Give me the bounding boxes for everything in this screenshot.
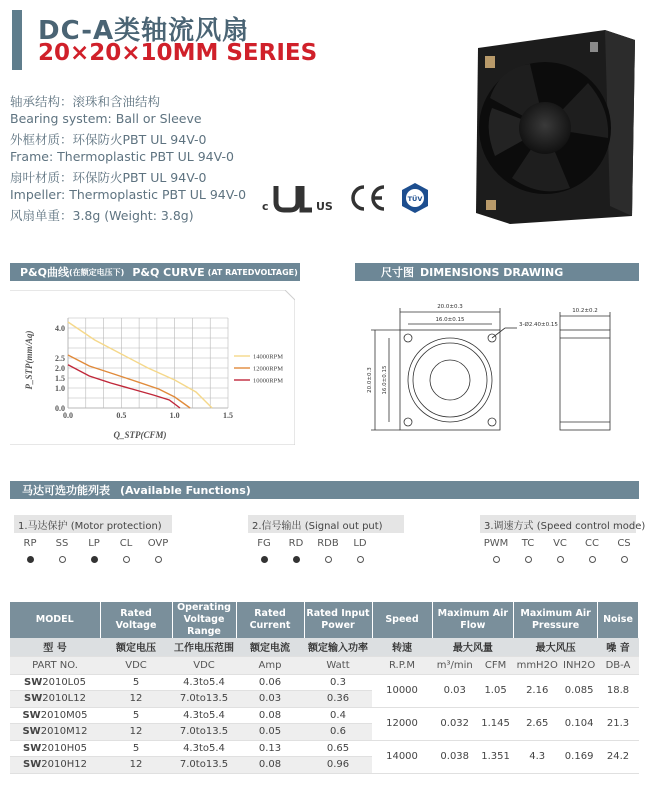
th-model: MODEL — [10, 602, 100, 638]
pq-en-label: P&Q CURVE — [132, 265, 205, 279]
table-row — [10, 707, 639, 724]
m3-cell: 0.032 — [432, 707, 477, 740]
ul-us-text: US — [316, 200, 333, 213]
func-en-label: (Available Functions) — [120, 483, 251, 497]
legend-label: 10000RPM — [253, 377, 283, 385]
model-number: 2010M12 — [40, 726, 88, 738]
fan-product-image — [470, 28, 640, 226]
unit-watt: Watt — [304, 656, 372, 674]
th-rated-power: Rated Input Power — [304, 602, 372, 638]
amp-cell: 0.06 — [236, 674, 304, 691]
tuv-certification-logo — [400, 182, 430, 214]
amp-cell: 0.03 — [236, 691, 304, 708]
dim-holes: 3-Ø2.40±0.15 — [519, 322, 558, 328]
func-cn-label: 马达可选功能列表 — [22, 484, 110, 497]
y-tick-label: 0.0 — [55, 404, 65, 413]
unit-cfm: CFM — [477, 656, 513, 674]
function-availability-cell — [312, 555, 344, 566]
th-speed: Speed — [372, 602, 432, 638]
range-cell: 4.3to5.4 — [172, 674, 236, 691]
function-group-signal-output — [248, 515, 404, 533]
db-cell: 24.2 — [598, 740, 639, 773]
dimensions-drawing — [345, 290, 645, 450]
x-tick-label: 0.0 — [63, 411, 73, 420]
v-cell: 5 — [100, 707, 172, 724]
unit-partno: PART NO. — [10, 656, 100, 674]
range-cell: 7.0to13.5 — [172, 724, 236, 741]
tuv-text: TÜV — [407, 195, 423, 203]
unit-inh2o: INH2O — [561, 656, 598, 674]
th-rated-current: Rated Current — [236, 602, 304, 638]
rpm-cell: 10000 — [372, 674, 432, 707]
function-label: RDB — [317, 538, 339, 549]
dim-hole-pitch-width: 16.0±0.15 — [435, 317, 465, 323]
empty-dot-icon — [589, 556, 596, 563]
function-label: SS — [55, 538, 69, 549]
v-cell: 5 — [100, 674, 172, 691]
model-cell — [10, 740, 100, 757]
legend-label: 12000RPM — [253, 365, 283, 373]
ul-certification-logo — [262, 182, 338, 214]
function-label: LP — [88, 538, 100, 549]
function-availability-cell — [46, 555, 78, 566]
mmh2o-cell: 4.3 — [514, 740, 561, 773]
cn-rated-power: 额定输入功率 — [304, 638, 372, 656]
pq-cn-small-label: (在额定电压下) — [69, 267, 125, 277]
watt-cell: 0.65 — [304, 740, 372, 757]
range-cell: 4.3to5.4 — [172, 740, 236, 757]
function-label: CC — [585, 538, 599, 549]
th-max-pressure: Maximum Air Pressure — [514, 602, 598, 638]
th-max-airflow: Maximum Air Flow — [432, 602, 514, 638]
unit-mmh2o: mmH2O — [514, 656, 561, 674]
function-label: OVP — [147, 538, 169, 549]
table-cn-header-row — [10, 638, 639, 656]
amp-cell: 0.05 — [236, 724, 304, 741]
function-label: VC — [553, 538, 567, 549]
db-cell: 18.8 — [598, 674, 639, 707]
model-number: 2010M05 — [40, 709, 88, 721]
empty-dot-icon — [357, 556, 364, 563]
spec-weight: 风扇单重：3.8g (Weight: 3.8g) — [10, 208, 194, 223]
ce-text: CE — [346, 184, 348, 185]
filled-dot-icon — [91, 556, 98, 563]
y-tick-label: 1.5 — [55, 374, 65, 383]
table-unit-row — [10, 656, 639, 674]
cn-airflow: 最大风量 — [432, 638, 514, 656]
function-label: RP — [23, 538, 37, 549]
watt-cell: 0.3 — [304, 674, 372, 691]
dim-thickness: 10.2±0.2 — [572, 308, 598, 314]
function-label: CS — [617, 538, 631, 549]
inh2o-cell: 0.104 — [561, 707, 598, 740]
table-header-row — [10, 602, 639, 638]
pq-cn-label: P&Q曲线 — [20, 266, 70, 279]
x-tick-label: 1.5 — [223, 411, 233, 420]
series-title: 20×20×10MM SERIES — [38, 40, 318, 66]
specification-table — [10, 602, 639, 774]
series-line-14000RPM — [68, 322, 212, 408]
amp-cell: 0.08 — [236, 757, 304, 774]
function-label: FG — [257, 538, 271, 549]
table-row — [10, 674, 639, 691]
empty-dot-icon — [155, 556, 162, 563]
pq-curve-chart — [10, 290, 295, 445]
empty-dot-icon — [123, 556, 130, 563]
function-label: CL — [119, 538, 133, 549]
spec-frame-cn: 外框材质：环保防火PBT UL 94V-0 — [10, 132, 207, 147]
function-availability-cell — [78, 555, 110, 566]
watt-cell: 0.6 — [304, 724, 372, 741]
model-cell — [10, 691, 100, 708]
header-accent-bar — [12, 10, 22, 70]
watt-cell: 0.36 — [304, 691, 372, 708]
unit-m3: m³/min — [432, 656, 477, 674]
unit-vdc: VDC — [100, 656, 172, 674]
x-tick-label: 1.0 — [169, 411, 180, 420]
x-tick-label: 0.5 — [116, 411, 127, 420]
model-number: 2010L12 — [42, 693, 86, 705]
model-number: 2010H05 — [41, 742, 87, 754]
rpm-cell: 14000 — [372, 740, 432, 773]
cn-rated-current: 额定电流 — [236, 638, 304, 656]
y-tick-label: 1.0 — [55, 384, 65, 393]
inh2o-cell: 0.169 — [561, 740, 598, 773]
v-cell: 5 — [100, 740, 172, 757]
spec-impeller-cn: 扇叶材质：环保防火PBT UL 94V-0 — [10, 170, 207, 185]
function-availability-cell — [608, 555, 640, 566]
empty-dot-icon — [59, 556, 66, 563]
db-cell: 21.3 — [598, 707, 639, 740]
unit-dba: DB-A — [598, 656, 639, 674]
model-prefix: SW — [23, 759, 42, 771]
m3-cell: 0.03 — [432, 674, 477, 707]
cn-rated-voltage: 额定电压 — [100, 638, 172, 656]
empty-dot-icon — [525, 556, 532, 563]
table-row — [10, 740, 639, 757]
dim-cn-label: 尺寸图 — [381, 266, 414, 279]
model-cell — [10, 707, 100, 724]
y-tick-label: 4.0 — [55, 324, 65, 333]
function-availability-cell — [576, 555, 608, 566]
spec-bearing-cn: 轴承结构：滚珠和含油结构 — [10, 94, 161, 109]
function-availability-cell — [544, 555, 576, 566]
series-line-10000RPM — [68, 365, 180, 408]
model-prefix: SW — [22, 709, 41, 721]
function-group-motor-protection — [14, 515, 172, 533]
v-cell: 12 — [100, 724, 172, 741]
range-cell: 7.0to13.5 — [172, 757, 236, 774]
v-cell: 12 — [100, 757, 172, 774]
dim-outer-height: 20.0±0.3 — [367, 367, 373, 393]
y-tick-label: 2.0 — [55, 364, 65, 373]
th-rated-voltage: Rated Voltage — [100, 602, 172, 638]
cn-operating-range: 工作电压范围 — [172, 638, 236, 656]
m3-cell: 0.038 — [432, 740, 477, 773]
unit-amp: Amp — [236, 656, 304, 674]
ul-c-text: c — [262, 200, 269, 213]
unit-vdc-range: VDC — [172, 656, 236, 674]
function-group-title: 2.信号输出 (Signal out put) — [252, 520, 383, 532]
spec-bearing-en: Bearing system: Ball or Sleeve — [10, 111, 202, 126]
amp-cell: 0.08 — [236, 707, 304, 724]
range-cell: 4.3to5.4 — [172, 707, 236, 724]
pq-en-small-label: (AT RATEDVOLTAGE) — [207, 267, 298, 277]
cn-noise: 噪 音 — [598, 638, 639, 656]
cfm-cell: 1.05 — [477, 674, 513, 707]
dim-hole-pitch-height: 16.0±0.15 — [382, 365, 388, 395]
function-group-title: 3.调速方式 (Speed control mode) — [484, 520, 646, 532]
range-cell: 7.0to13.5 — [172, 691, 236, 708]
filled-dot-icon — [261, 556, 268, 563]
watt-cell: 0.96 — [304, 757, 372, 774]
function-availability-cell — [280, 555, 312, 566]
spec-frame-en: Frame: Thermoplastic PBT UL 94V-0 — [10, 149, 234, 164]
empty-dot-icon — [621, 556, 628, 563]
model-cell — [10, 724, 100, 741]
chart-y-axis-label: P_STP(mm/Aq) — [24, 330, 34, 390]
watt-cell: 0.4 — [304, 707, 372, 724]
y-tick-label: 2.5 — [55, 354, 65, 363]
model-cell — [10, 674, 100, 691]
model-number: 2010H12 — [41, 759, 87, 771]
pq-curve-section-header — [10, 263, 300, 281]
cfm-cell: 1.145 — [477, 707, 513, 740]
function-availability-cell — [142, 555, 174, 566]
function-availability-cell — [248, 555, 280, 566]
unit-rpm: R.P.M — [372, 656, 432, 674]
spec-impeller-en: Impeller: Thermoplastic PBT UL 94V-0 — [10, 187, 247, 202]
rpm-cell: 12000 — [372, 707, 432, 740]
empty-dot-icon — [325, 556, 332, 563]
cn-model: 型 号 — [10, 638, 100, 656]
model-prefix: SW — [23, 742, 42, 754]
v-cell: 12 — [100, 691, 172, 708]
cn-pressure: 最大风压 — [514, 638, 598, 656]
function-availability-cell — [480, 555, 512, 566]
page-title: DC-A类轴流风扇 — [38, 16, 250, 46]
function-group-speed-control — [480, 515, 646, 533]
model-cell — [10, 757, 100, 774]
functions-section-header — [10, 481, 639, 499]
cn-speed: 转速 — [372, 638, 432, 656]
function-group-title: 1.马达保护 (Motor protection) — [18, 520, 162, 532]
dimensions-section-header — [355, 263, 639, 281]
function-label: PWM — [483, 538, 509, 549]
function-availability-cell — [110, 555, 142, 566]
filled-dot-icon — [293, 556, 300, 563]
function-availability-cell — [14, 555, 46, 566]
model-prefix: SW — [22, 726, 41, 738]
dim-en-label: DIMENSIONS DRAWING — [420, 265, 564, 279]
legend-label: 14000RPM — [253, 353, 283, 361]
mmh2o-cell: 2.65 — [514, 707, 561, 740]
cfm-cell: 1.351 — [477, 740, 513, 773]
chart-x-axis-label: Q_STP(CFM) — [113, 430, 167, 440]
dim-outer-width: 20.0±0.3 — [437, 304, 463, 310]
mmh2o-cell: 2.16 — [514, 674, 561, 707]
series-line-12000RPM — [68, 355, 190, 408]
inh2o-cell: 0.085 — [561, 674, 598, 707]
ce-mark-logo — [346, 184, 388, 212]
function-label: RD — [288, 538, 304, 549]
model-prefix: SW — [24, 693, 43, 705]
function-availability-cell — [512, 555, 544, 566]
model-prefix: SW — [24, 676, 43, 688]
empty-dot-icon — [493, 556, 500, 563]
th-operating-range: Operating Voltage Range — [172, 602, 236, 638]
amp-cell: 0.13 — [236, 740, 304, 757]
function-label: TC — [521, 538, 535, 549]
model-number: 2010L05 — [42, 676, 86, 688]
function-availability-cell — [344, 555, 376, 566]
filled-dot-icon — [27, 556, 34, 563]
function-label: LD — [353, 538, 367, 549]
empty-dot-icon — [557, 556, 564, 563]
th-noise: Noise — [598, 602, 639, 638]
